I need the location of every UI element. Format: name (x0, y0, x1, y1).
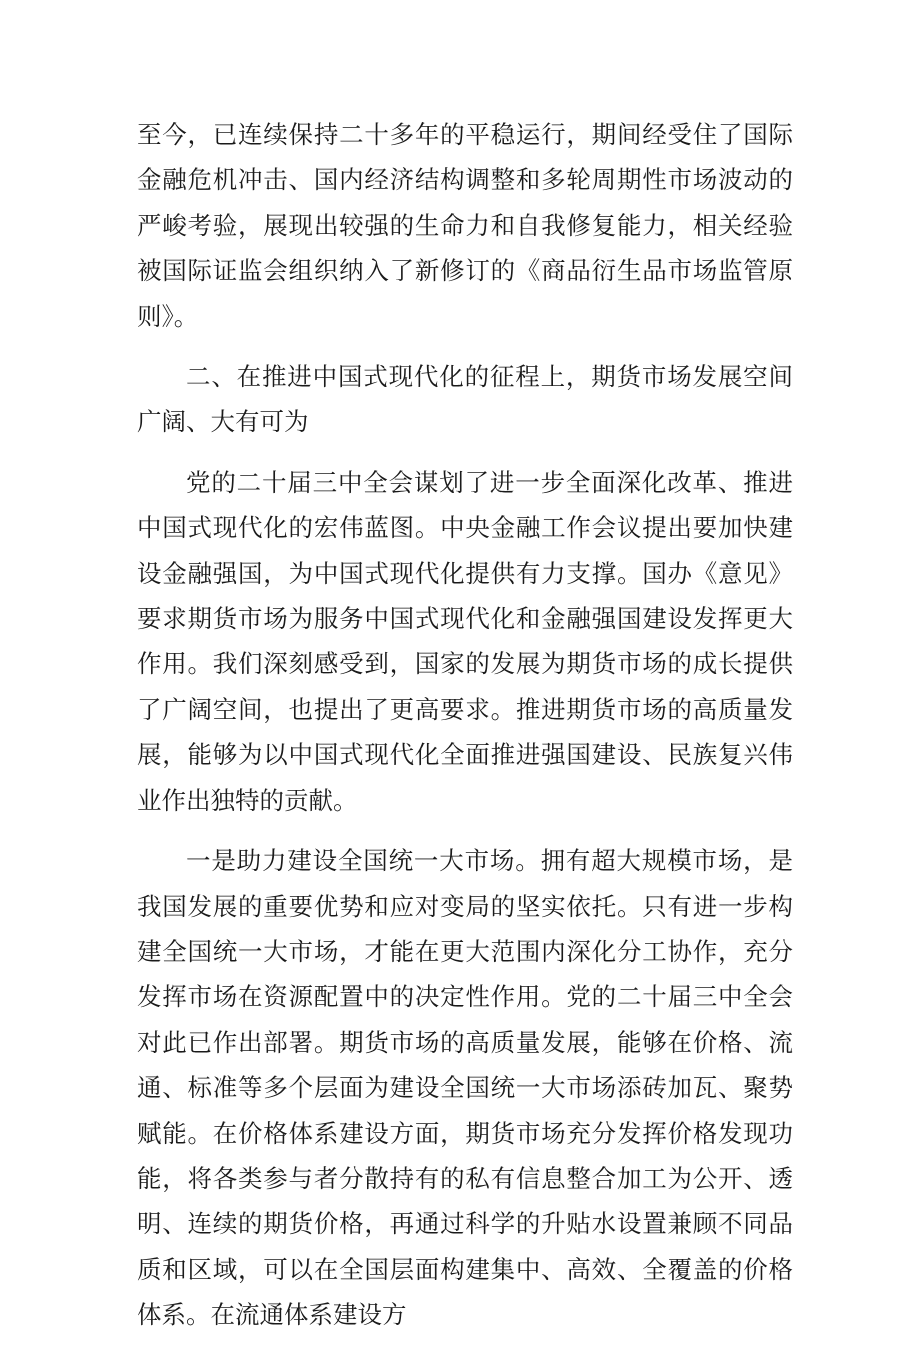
paragraph: 一是助力建设全国统一大市场。拥有超大规模市场，是我国发展的重要优势和应对变局的坚实依托。只有进一步构建全国统一大市场，才能在更大范围内深化分工协作，充分发挥市场在资源配置中的决定性作用。党的二十届三中全会对此已作出部署。期货市场的高质量发展，能够在价格、流通、标准等多个层面为建设全国统一大市场添砖加瓦、聚势赋能。在价格体系建设方面，期货市场充分发挥价格发现功能，将各类参与者分散持有的私有信息整合加工为公开、透明、连续的期货价格，再通过科学的升贴水设置兼顾不同品质和区域，可以在全国层面构建集中、高效、全覆盖的价格体系。在流通体系建设方 (137, 846, 793, 1330)
paragraph: 党的二十届三中全会谋划了进一步全面深化改革、推进中国式现代化的宏伟蓝图。中央金融工作会议提出要加快建设金融强国，为中国式现代化提供有力支撑。国办《意见》要求期货市场为服务中国式现代化和金融强国建设发挥更大作用。我们深刻感受到，国家的发展为期货市场的成长提供了广阔空间，也提出了更高要求。推进期货市场的高质量发展，能够为以中国式现代化全面推进强国建设、民族复兴伟业作出独特的贡献。 (137, 467, 793, 815)
paragraph-continuation: 至今，已连续保持二十多年的平稳运行，期间经受住了国际金融危机冲击、国内经济结构调整和多轮周期性市场波动的严峻考验，展现出较强的生命力和自我修复能力，相关经验被国际证监会组织纳入了新修订的《商品衍生品市场监管原则》。 (137, 120, 793, 331)
section-heading: 二、在推进中国式现代化的征程上，期货市场发展空间广阔、大有可为 (137, 362, 793, 437)
document-body (137, 112, 793, 1353)
